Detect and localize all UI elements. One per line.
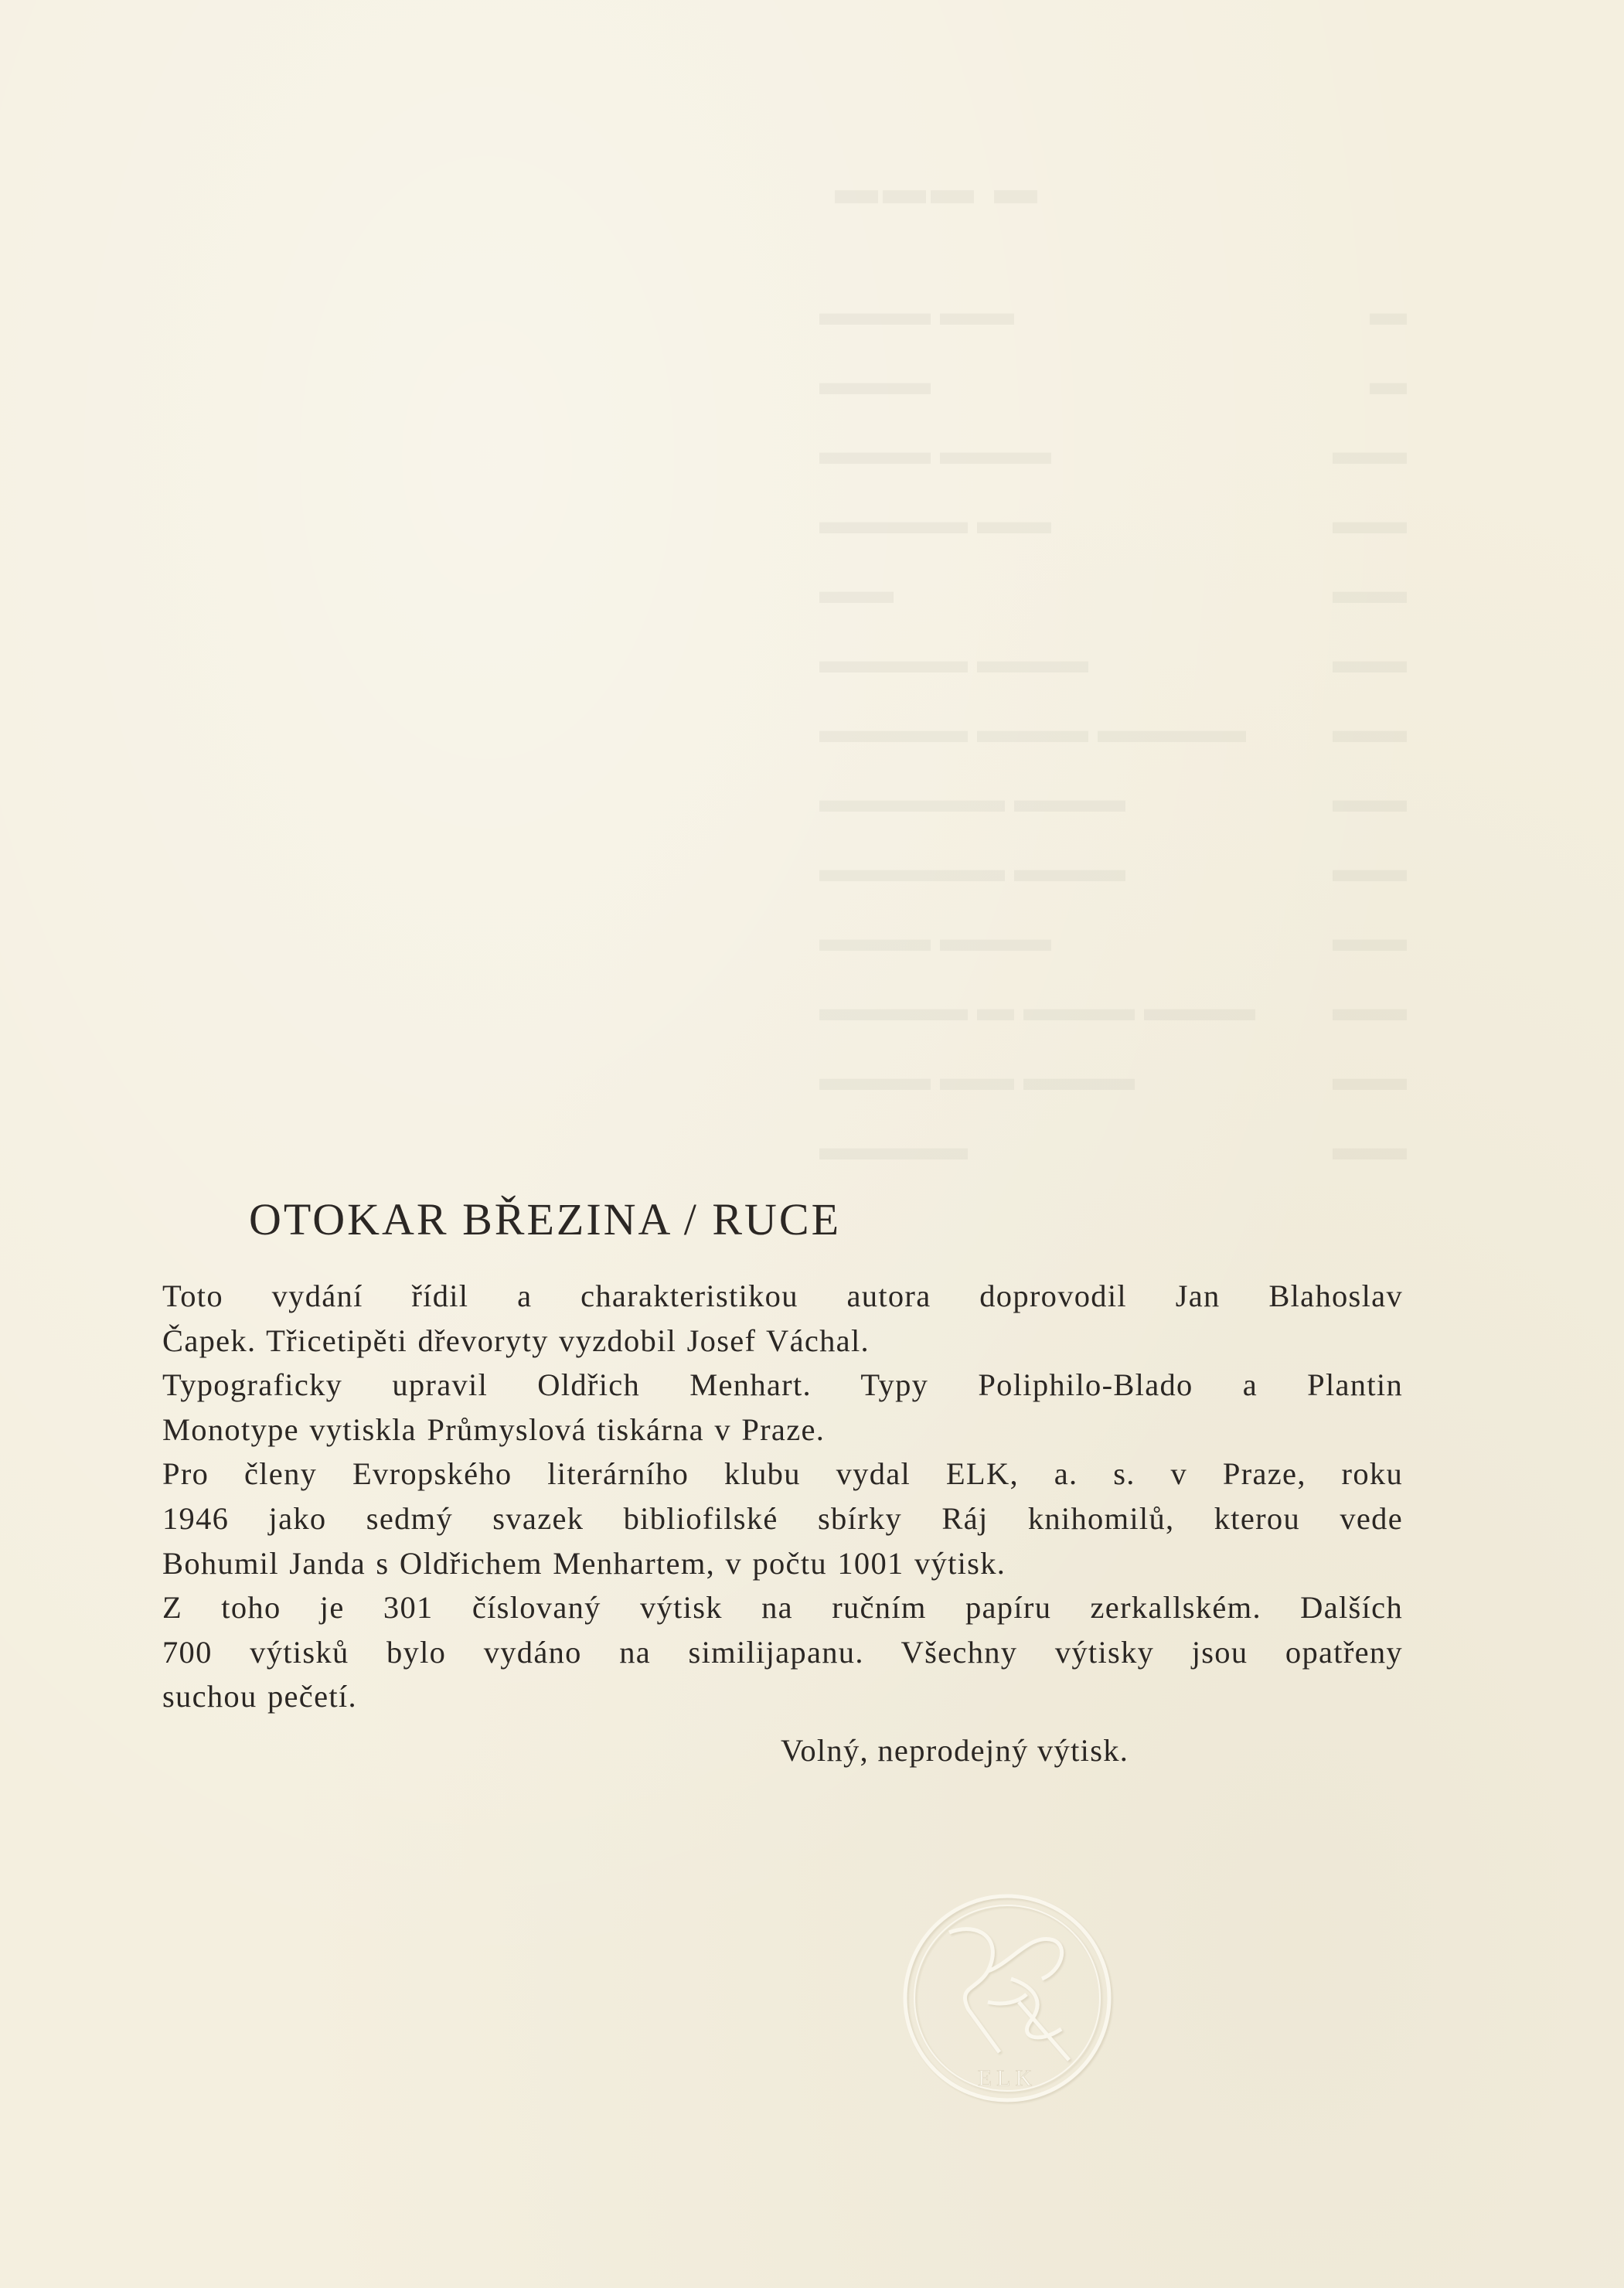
colophon-text <box>162 1274 1403 1719</box>
colophon-line: Typograficky upravil Oldřich Menhart. Typy Poliphilo-Blado a Plantin <box>162 1367 1403 1403</box>
free-copy-note: Volný, neprodejný výtisk. <box>781 1732 1129 1768</box>
show-through-contents: ▬▬▬ ▬ ▬▬▬ ▬▬ ▬ ▬▬▬ ▬ ▬▬▬ ▬▬▬ ▬▬ ▬▬▬▬ ▬▬ ▬▬ ▬▬ ▬▬ ▬▬▬▬ ▬▬▬ ▬▬ ▬▬▬▬ ▬▬▬ ▬▬▬▬ ▬▬ ▬▬▬▬▬ ▬▬▬ ▬▬ ▬▬▬▬▬ ▬▬▬ ▬▬ ▬▬▬ ▬▬▬ ▬▬ ▬▬▬▬ ▬ ▬▬▬ ▬▬▬ ▬▬ ▬▬▬ ▬▬ ▬▬▬ ▬▬ ▬▬▬▬ ▬▬ <box>819 165 1407 1168</box>
colophon-line: Pro členy Evropského literárního klubu vydal ELK, a. s. v Praze, roku <box>162 1456 1403 1492</box>
book-title: OTOKAR BŘEZINA / RUCE <box>249 1194 842 1244</box>
colophon-line: Toto vydání řídil a charakteristikou autora doprovodil Jan Blahoslav <box>162 1278 1403 1313</box>
colophon-line: 1946 jako sedmý svazek bibliofilské sbírky Ráj knihomilů, kterou vede <box>162 1500 1403 1536</box>
dry-seal-icon <box>895 1886 1119 2110</box>
colophon-line: Z toho je 301 číslovaný výtisk na ručním papíru zerkallském. Dalších <box>162 1590 1403 1626</box>
colophon-line: Monotype vytiskla Průmyslová tiskárna v Praze. <box>162 1411 826 1447</box>
seal-caption: ELK <box>977 2065 1037 2091</box>
colophon-line: 700 výtisků bylo vydáno na similijapanu. Všechny výtisky jsou opatřeny <box>162 1634 1403 1670</box>
colophon <box>162 1189 1403 1773</box>
colophon-line: suchou pečetí. <box>162 1679 357 1714</box>
colophon-line: Bohumil Janda s Oldřichem Menhartem, v počtu 1001 výtisk. <box>162 1545 1006 1581</box>
colophon-line: Čapek. Třicetipěti dřevoryty vyzdobil Josef Váchal. <box>162 1323 870 1358</box>
